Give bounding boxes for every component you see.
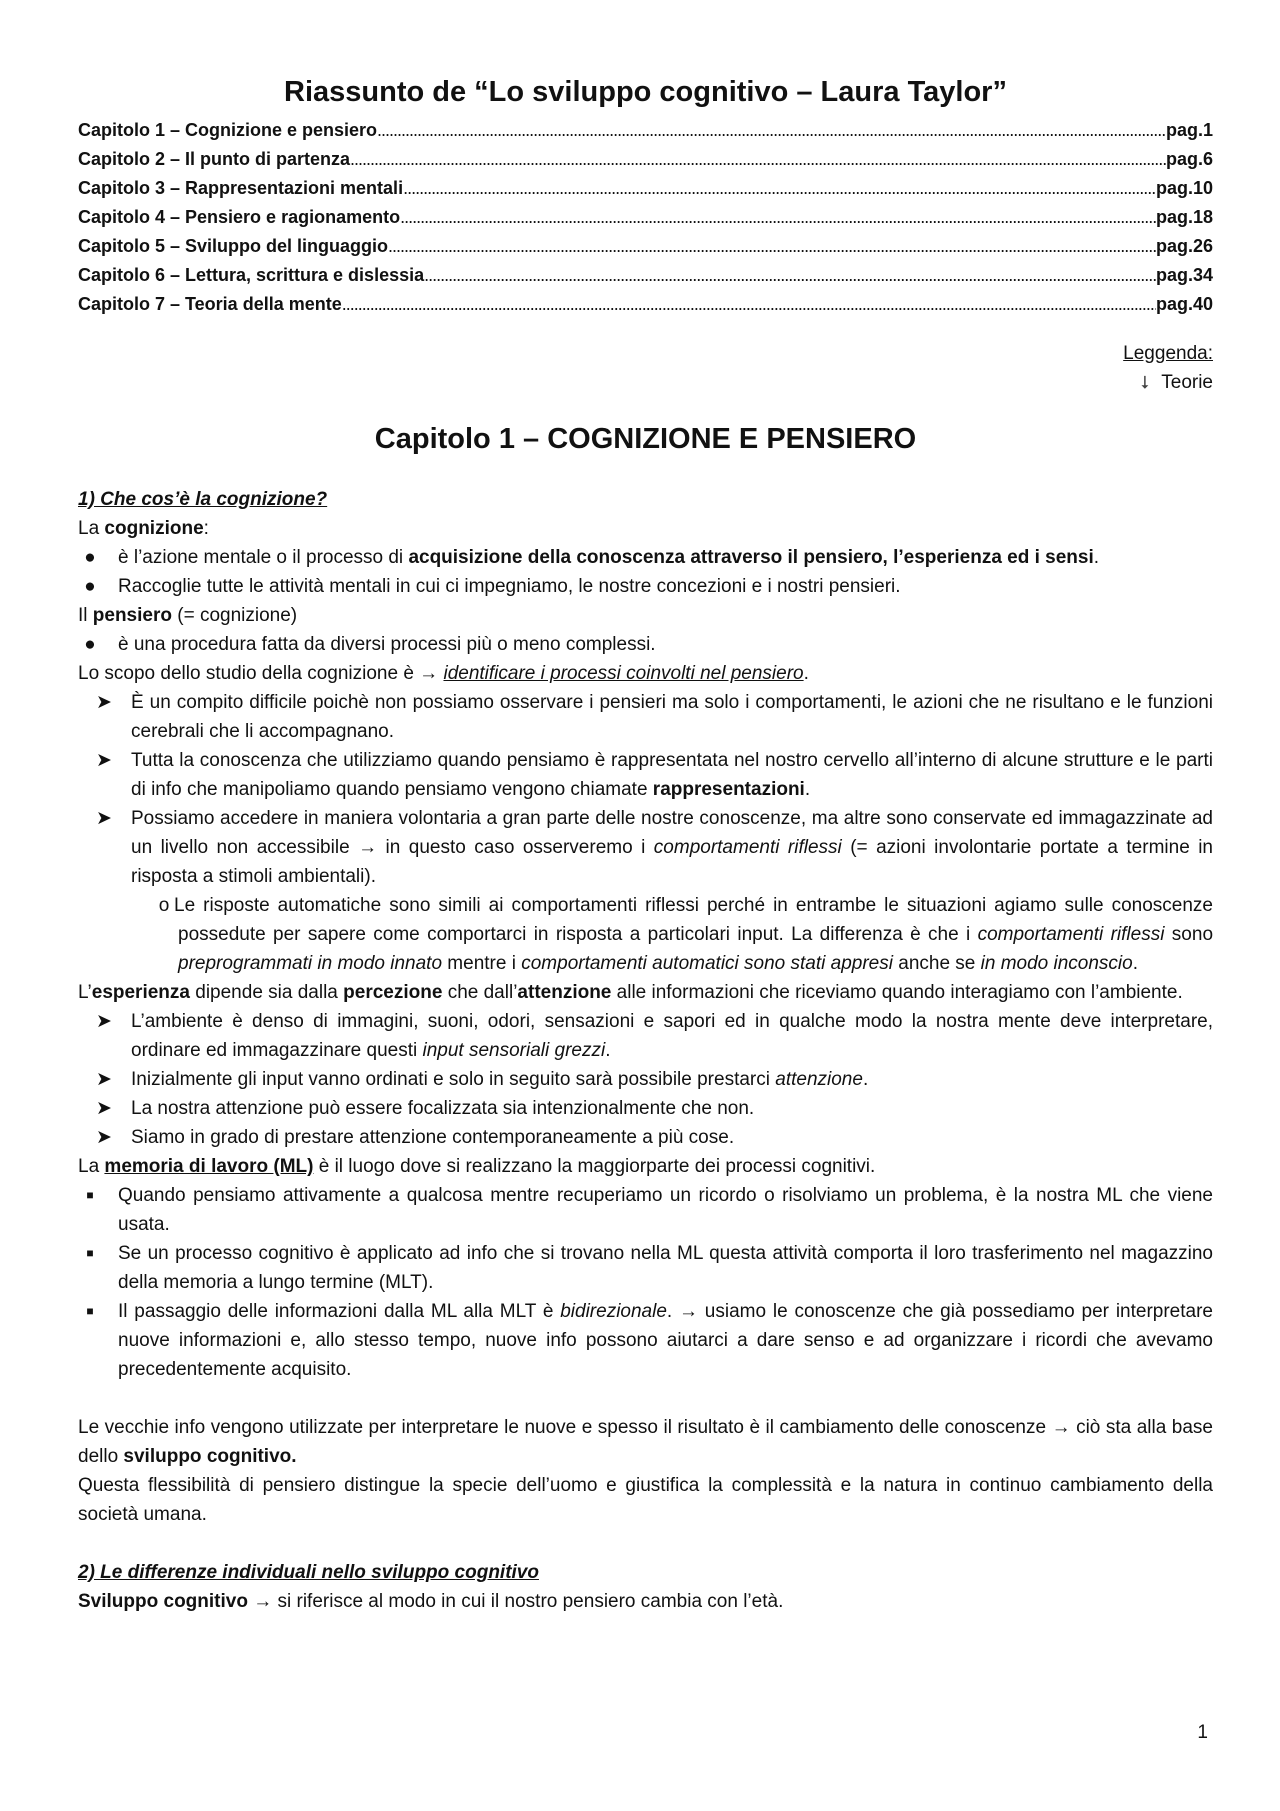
- toc-entry[interactable]: Capitolo 3 – Rappresentazioni mentali ..... pag.10: [78, 174, 1213, 203]
- list-item: ➤ La nostra attenzione può essere focalizzata sia intenzionalmente che non.: [96, 1098, 755, 1119]
- table-of-contents: [78, 116, 1213, 319]
- toc-entry[interactable]: Capitolo 2 – Il punto di partenza ..... pag.6: [78, 145, 1213, 174]
- list-item: ● è l’azione mentale o il processo di acquisizione della conoscenza attraverso il pensiero, l’esperienza ed i sensi.: [84, 547, 1100, 568]
- list-item: ➤ Possiamo accedere in maniera volontaria a gran parte delle nostre conoscenze, ma altre sono conservate ed immagazzinate ad un livello non accessibile → in questo caso osserveremo i comportamenti riflessi (= azioni involontarie portate a termine in risposta a stimoli ambientali).: [96, 808, 1213, 887]
- document-page: [78, 72, 1213, 1616]
- toc-entry[interactable]: Capitolo 5 – Sviluppo del linguaggio ..... pag.26: [78, 232, 1213, 261]
- bullet-list: [78, 630, 1213, 659]
- chapter-title: Capitolo 1 – COGNIZIONE E PENSIERO: [374, 423, 917, 455]
- paragraph: La cognizione:: [78, 518, 209, 539]
- paragraph: Il pensiero (= cognizione): [78, 605, 298, 626]
- paragraph: Le vecchie info vengono utilizzate per interpretare le nuove e spesso il risultato è il cambiamento delle conoscenze → ciò sta alla base dello sviluppo cognitivo.: [78, 1417, 1213, 1467]
- square-list: [78, 1181, 1213, 1384]
- list-item: ➤ Tutta la conoscenza che utilizziamo quando pensiamo è rappresentata nel nostro cervello all’interno di alcune strutture e le parti di info che manipoliamo quando pensiamo vengono chiamate rappresentazioni.: [96, 750, 1213, 800]
- list-item: ➤ È un compito difficile poichè non possiamo osservare i pensieri ma solo i comportamenti, le azioni che ne risultano e le funzioni cerebrali che li accompagnano.: [96, 692, 1213, 742]
- toc-entry[interactable]: Capitolo 1 – Cognizione e pensiero ..... pag.1: [78, 116, 1213, 145]
- list-item: ● è una procedura fatta da diversi processi più o meno complessi.: [84, 634, 656, 655]
- list-item: ■ Se un processo cognitivo è applicato ad info che si trovano nella ML questa attività comporta il loro trasferimento nel magazzino della memoria a lungo termine (MLT).: [86, 1243, 1213, 1293]
- paragraph: Sviluppo cognitivo → si riferisce al modo in cui il nostro pensiero cambia con l’età.: [78, 1591, 784, 1612]
- legend: [78, 339, 1213, 397]
- paragraph: L’esperienza dipende sia dalla percezione che dall’attenzione alle informazioni che riceviamo quando interagiamo con l’ambiente.: [78, 982, 1183, 1003]
- legend-item: [1141, 368, 1213, 397]
- arrow-list: [78, 688, 1213, 978]
- toc-entry[interactable]: Capitolo 6 – Lettura, scrittura e dislessia ..... pag.34: [78, 261, 1213, 290]
- list-item: o Le risposte automatiche sono simili ai comportamenti riflessi perché in entrambe le situazioni agiamo sulle conoscenze possedute per sapere come comportarci in risposta a particolari input. La differenza è che i comportamenti riflessi sono preprogrammati in modo innato mentre i comportamenti automatici sono stati appresi anche se in modo inconscio.: [158, 895, 1214, 974]
- document-title: Riassunto de “Lo sviluppo cognitivo – Laura Taylor”: [284, 76, 1007, 108]
- list-item: ■ Quando pensiamo attivamente a qualcosa mentre recuperiamo un ricordo o risolviamo un problema, è la nostra ML che viene usata.: [86, 1185, 1213, 1235]
- list-item: ■ Il passaggio delle informazioni dalla ML alla MLT è bidirezionale. → usiamo le conoscenze che già possediamo per interpretare nuove informazioni e, allo stesso tempo, nuove info possono aiutarci a dare senso e ad organizzare i ricordi che avevamo precedentemente acquisito.: [86, 1301, 1213, 1380]
- paragraph: Questa flessibilità di pensiero distingue la specie dell’uomo e giustifica la complessità e la natura in continuo cambiamento della società umana.: [78, 1475, 1213, 1525]
- section-heading: 2) Le differenze individuali nello sviluppo cognitivo: [78, 1562, 539, 1583]
- list-item: ➤ L’ambiente è denso di immagini, suoni, odori, sensazioni e sapori ed in qualche modo la nostra mente deve interpretare, ordinare ed immagazzinare questi input sensoriali grezzi.: [96, 1011, 1213, 1061]
- paragraph: Lo scopo dello studio della cognizione è → identificare i processi coinvolti nel pensiero.: [78, 663, 809, 684]
- legend-item-label: Teorie: [1161, 372, 1213, 393]
- down-arrow-icon: ⭣: [1140, 372, 1150, 392]
- legend-heading: Leggenda:: [1123, 343, 1213, 364]
- arrow-list: [78, 1007, 1213, 1152]
- toc-entry[interactable]: Capitolo 4 – Pensiero e ragionamento ..... pag.18: [78, 203, 1213, 232]
- bullet-list: [78, 543, 1213, 601]
- toc-entry[interactable]: Capitolo 7 – Teoria della mente ..... pag.40: [78, 290, 1213, 319]
- paragraph: La memoria di lavoro (ML) è il luogo dove si realizzano la maggiorparte dei processi cognitivi.: [78, 1156, 876, 1177]
- list-item: ➤ Siamo in grado di prestare attenzione contemporaneamente a più cose.: [96, 1127, 735, 1148]
- section-heading: 1) Che cos’è la cognizione?: [78, 489, 328, 510]
- list-item: ● Raccoglie tutte le attività mentali in cui ci impegniamo, le nostre concezioni e i nostri pensieri.: [84, 576, 901, 597]
- list-item: ➤ Inizialmente gli input vanno ordinati e solo in seguito sarà possibile prestarci attenzione.: [96, 1069, 869, 1090]
- page-number: 1: [1197, 1722, 1208, 1743]
